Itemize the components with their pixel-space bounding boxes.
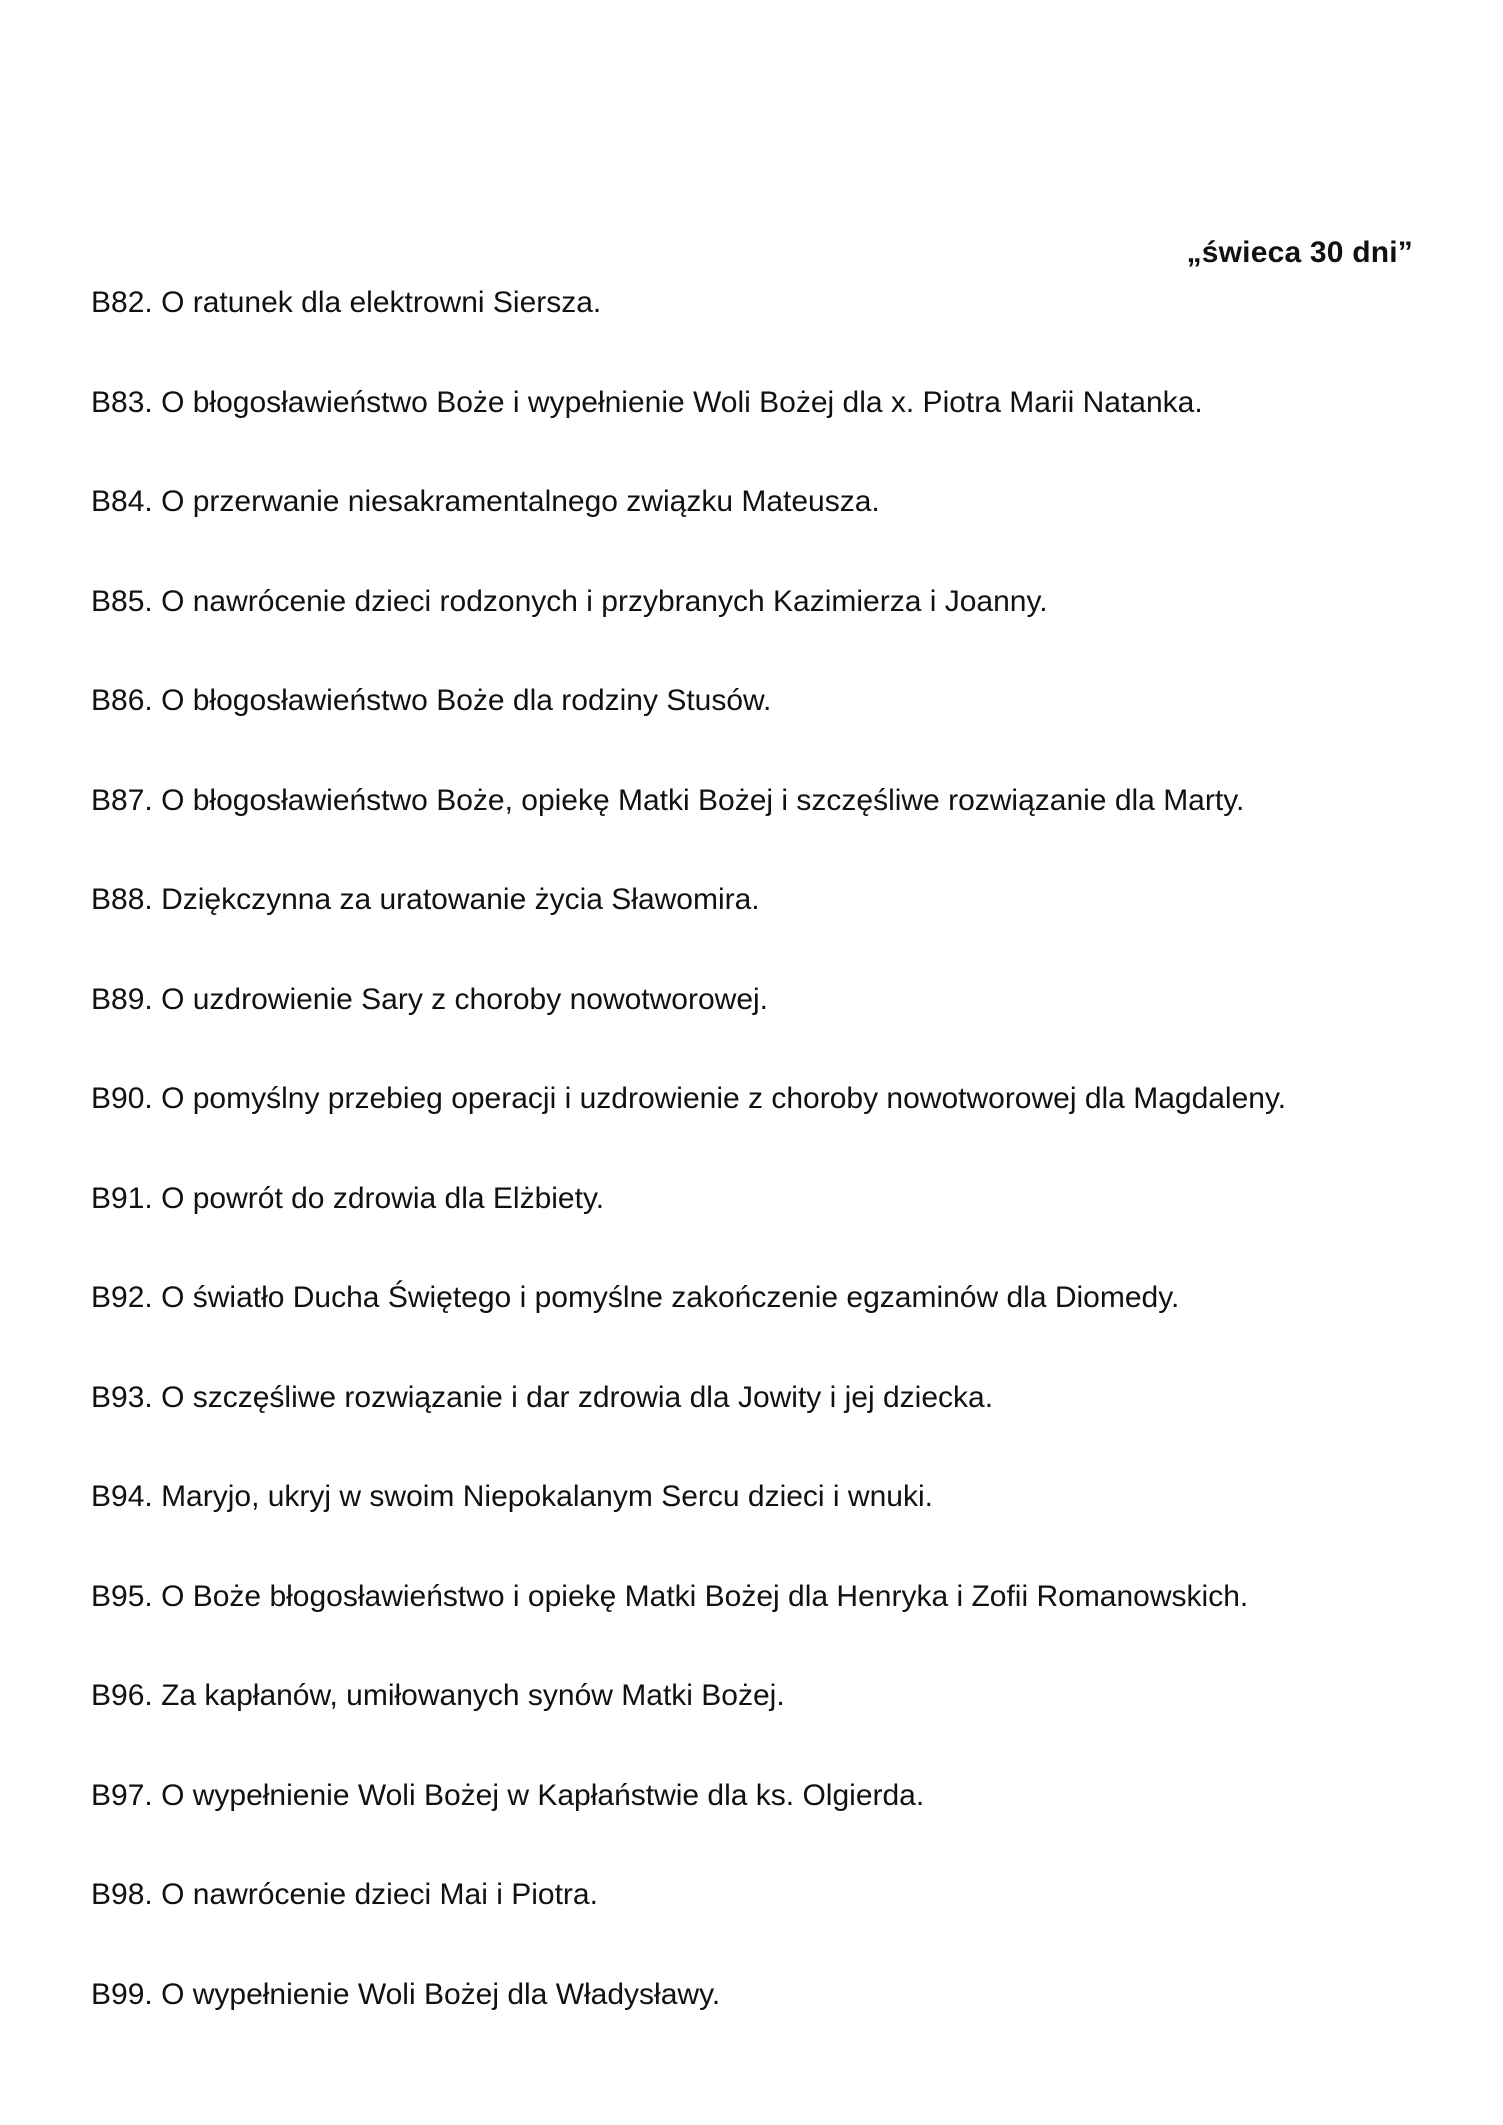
intention-item	[91, 1775, 1431, 1875]
intention-text: O błogosławieństwo Boże, opiekę Matki Bożej i szczęśliwe rozwiązanie dla Marty.	[161, 783, 1245, 817]
intention-text: O nawrócenie dzieci rodzonych i przybranych Kazimierza i Joanny.	[161, 584, 1048, 618]
intention-item	[91, 481, 1431, 581]
intentions-list	[91, 282, 1431, 2073]
intention-item	[91, 1377, 1431, 1477]
intention-text: Maryjo, ukryj w swoim Niepokalanym Sercu dzieci i wnuki.	[161, 1480, 933, 1513]
intention-code: B86.	[91, 684, 153, 717]
intention-item	[91, 1974, 1431, 2074]
intention-text: O nawrócenie dzieci Mai i Piotra.	[161, 1878, 598, 1911]
intention-text: O Boże błogosławieństwo i opiekę Matki Bożej dla Henryka i Zofii Romanowskich.	[161, 1579, 1249, 1613]
intention-item	[91, 780, 1431, 880]
intention-code: B94.	[91, 1480, 153, 1513]
intention-item	[91, 382, 1431, 482]
intention-item	[91, 1874, 1431, 1974]
intention-text: Za kapłanów, umiłowanych synów Matki Bożej.	[161, 1679, 785, 1712]
intention-code: B84.	[91, 485, 153, 518]
intention-item	[91, 1078, 1431, 1178]
intention-text: O ratunek dla elektrowni Siersza.	[161, 286, 602, 319]
intention-text: O uzdrowienie Sary z choroby nowotworowej.	[161, 982, 769, 1016]
intention-code: B98.	[91, 1878, 153, 1911]
intention-text: O błogosławieństwo Boże i wypełnienie Woli Bożej dla x. Piotra Marii Natanka.	[161, 385, 1203, 419]
intention-code: B97.	[91, 1778, 153, 1812]
intention-item	[91, 979, 1431, 1079]
intention-item	[91, 1476, 1431, 1576]
intention-code: B95.	[91, 1579, 153, 1613]
intention-text: O pomyślny przebieg operacji i uzdrowienie z choroby nowotworowej dla Magdaleny.	[161, 1082, 1287, 1115]
intention-code: B92.	[91, 1281, 153, 1314]
intention-text: O powrót do zdrowia dla Elżbiety.	[161, 1181, 605, 1215]
intention-text: O wypełnienie Woli Bożej w Kapłaństwie dla ks. Olgierda.	[161, 1778, 925, 1812]
intention-item	[91, 680, 1431, 780]
intention-item	[91, 1277, 1431, 1377]
intention-code: B89.	[91, 982, 153, 1016]
intention-code: B91.	[91, 1181, 153, 1215]
intention-item	[91, 879, 1431, 979]
intention-text: O wypełnienie Woli Bożej dla Władysławy.	[161, 1977, 721, 2011]
intention-item	[91, 282, 1431, 382]
intention-text: O szczęśliwe rozwiązanie i dar zdrowia dla Jowity i jej dziecka.	[161, 1380, 994, 1414]
intention-text: Dziękczynna za uratowanie życia Sławomira.	[161, 883, 760, 916]
intention-code: B96.	[91, 1679, 153, 1712]
intention-code: B93.	[91, 1380, 153, 1414]
intention-item	[91, 1675, 1431, 1775]
intention-code: B83.	[91, 385, 153, 419]
intention-code: B87.	[91, 783, 153, 817]
intention-code: B99.	[91, 1977, 153, 2011]
intention-code: B90.	[91, 1082, 153, 1115]
intention-item	[91, 581, 1431, 681]
intention-code: B88.	[91, 883, 153, 916]
intention-item	[91, 1178, 1431, 1278]
intention-text: O błogosławieństwo Boże dla rodziny Stusów.	[161, 684, 772, 717]
intention-item	[91, 1576, 1431, 1676]
intention-text: O światło Ducha Świętego i pomyślne zakończenie egzaminów dla Diomedy.	[161, 1281, 1180, 1314]
intention-code: B85.	[91, 584, 153, 618]
candle-note: „świeca 30 dni”	[1186, 236, 1413, 269]
intention-text: O przerwanie niesakramentalnego związku Mateusza.	[161, 485, 880, 518]
intention-code: B82.	[91, 286, 153, 319]
